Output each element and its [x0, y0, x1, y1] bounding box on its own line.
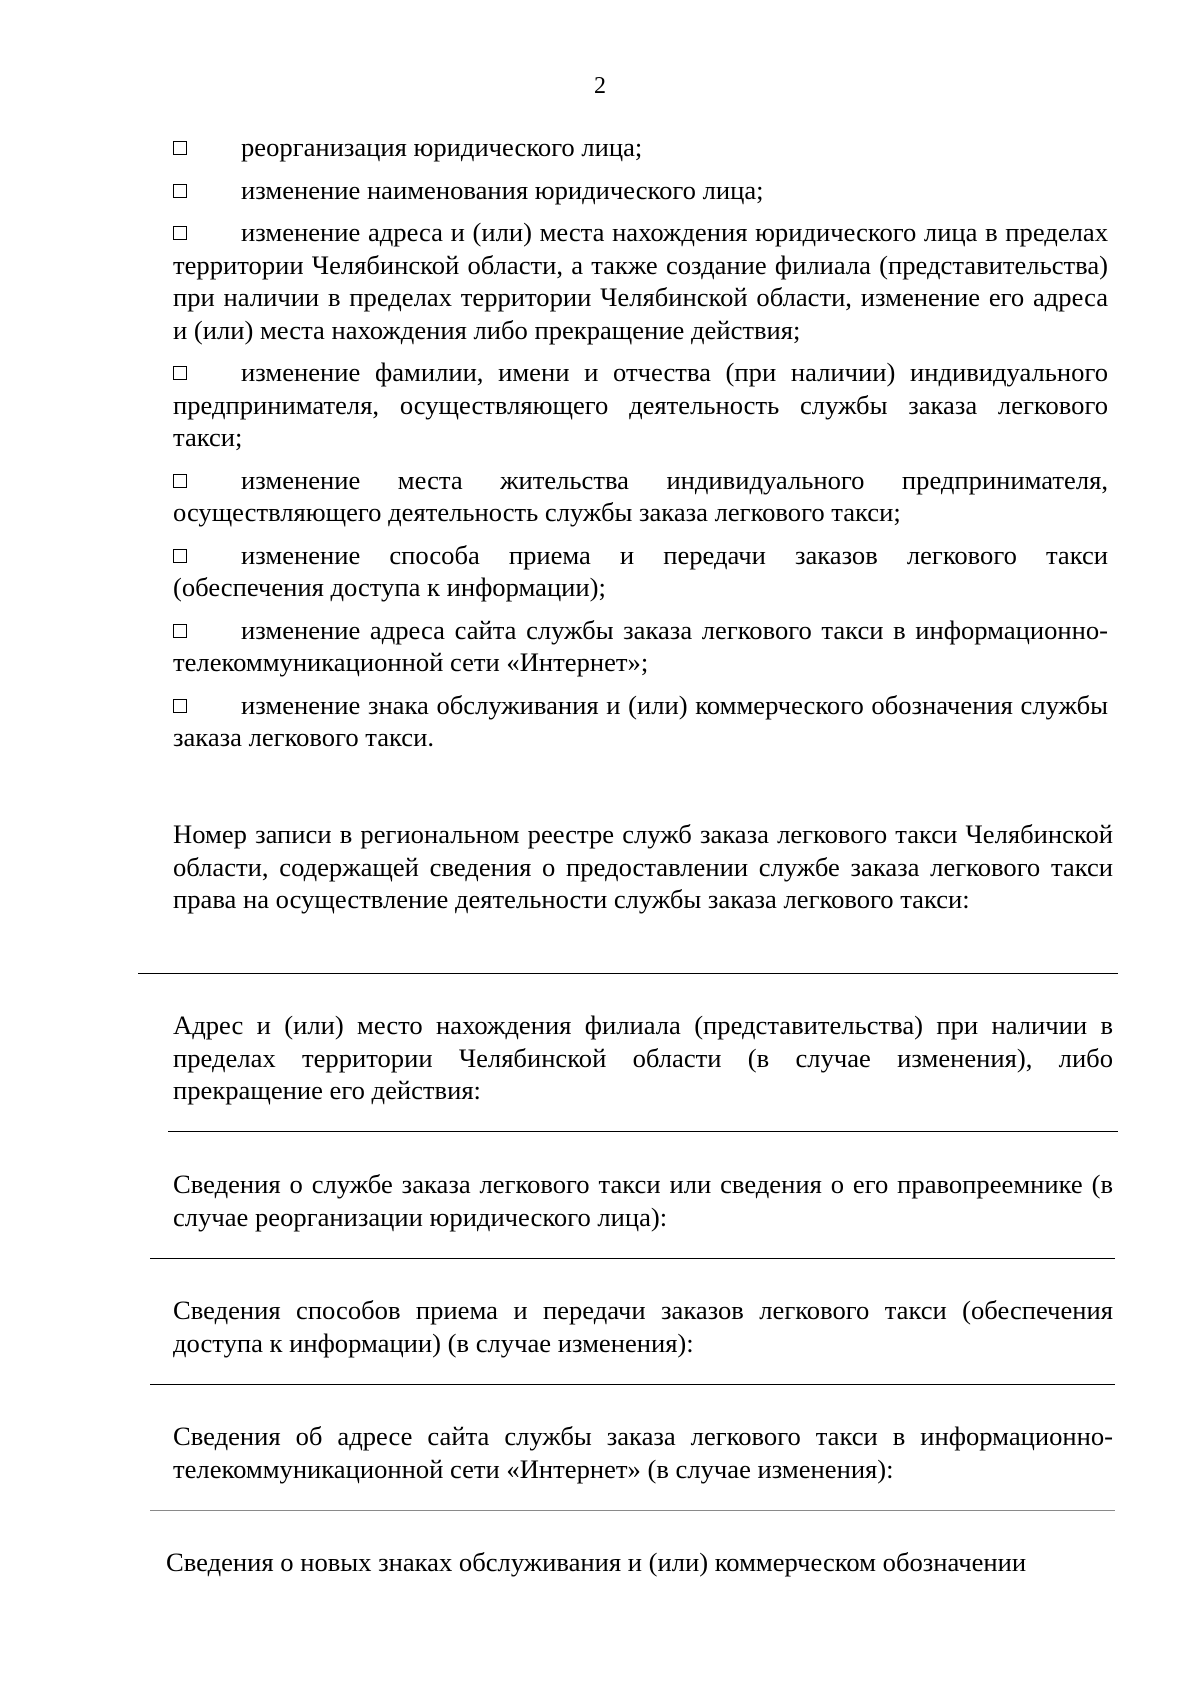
- check-item-label: изменение знака обслуживания и (или) коммерческого обозначения службы заказа легкового такси.: [173, 689, 1108, 752]
- check-item-label: реорганизация юридического лица;: [241, 132, 643, 162]
- check-item-label: изменение фамилии, имени и отчества (при наличии) индивидуального предпринимателя, осуществляющего деятельность службы заказа легкового такси;: [173, 357, 1108, 452]
- check-item-label: изменение наименования юридического лица;: [241, 174, 764, 205]
- page-number: 2: [594, 73, 606, 99]
- check-item-residence-change: [173, 464, 1108, 529]
- check-item-trademark-change: [173, 689, 1108, 754]
- check-item-label: изменение адреса сайта службы заказа легкового такси в информационно-телекоммуникационной сети «Интернет»;: [173, 614, 1108, 677]
- registry-number-input-line[interactable]: [138, 973, 1118, 974]
- check-item-label: изменение способа приема и передачи заказов легкового такси (обеспечения доступа к информации);: [173, 539, 1108, 602]
- checkbox-reorganization[interactable]: [173, 141, 187, 155]
- successor-info-field: [173, 1168, 1113, 1233]
- website-address-input-line[interactable]: [150, 1510, 1115, 1511]
- branch-address-input-line[interactable]: [168, 1131, 1118, 1132]
- check-item-order-method-change: [173, 539, 1108, 604]
- change-type-checklist: [173, 131, 1108, 764]
- checkbox-name-change[interactable]: [173, 184, 187, 198]
- checkbox-website-change[interactable]: [173, 624, 187, 638]
- registry-number-label: Номер записи в региональном реестре служб заказа легкового такси Челябинской области, содержащей сведения о предоставлении службе заказа легкового такси права на осуществление деятельности службы заказа легкового такси:: [173, 819, 1113, 914]
- checkbox-residence-change[interactable]: [173, 474, 187, 488]
- checkbox-trademark-change[interactable]: [173, 699, 187, 713]
- checkbox-address-change[interactable]: [173, 226, 187, 240]
- check-item-website-change: [173, 614, 1108, 679]
- check-item-label: изменение места жительства индивидуального предпринимателя, осуществляющего деятельность службы заказа легкового такси;: [173, 464, 1108, 527]
- order-methods-field: [173, 1294, 1113, 1359]
- order-methods-label: Сведения способов приема и передачи заказов легкового такси (обеспечения доступа к информации) (в случае изменения):: [173, 1295, 1113, 1358]
- checkbox-entrepreneur-name-change[interactable]: [173, 366, 187, 380]
- registry-number-field: [173, 818, 1113, 916]
- new-trademarks-label: Сведения о новых знаках обслуживания и (или) коммерческом обозначении: [166, 1547, 1027, 1577]
- branch-address-field: [173, 1009, 1113, 1107]
- check-item-reorganization: [173, 131, 1108, 164]
- website-address-label: Сведения об адресе сайта службы заказа легкового такси в информационно-телекоммуникационной сети «Интернет» (в случае изменения):: [173, 1421, 1113, 1484]
- check-item-address-change: [173, 216, 1108, 346]
- successor-info-label: Сведения о службе заказа легкового такси или сведения о его правопреемнике (в случае реорганизации юридического лица):: [173, 1169, 1113, 1232]
- branch-address-label: Адрес и (или) место нахождения филиала (представительства) при наличии в пределах территории Челябинской области (в случае изменения), либо прекращение его действия:: [173, 1010, 1113, 1105]
- check-item-entrepreneur-name-change: [173, 356, 1108, 454]
- website-address-field: [173, 1420, 1113, 1485]
- order-methods-input-line[interactable]: [150, 1384, 1115, 1385]
- successor-info-input-line[interactable]: [150, 1258, 1115, 1259]
- check-item-label: изменение адреса и (или) места нахождения юридического лица в пределах территории Челябинской области, а также создание филиала (представительства) при наличии в пределах территории Челябинской области, изменение его адреса и (или) места нахождения либо прекращение действия;: [173, 217, 1108, 345]
- check-item-name-change: [173, 174, 1108, 207]
- checkbox-order-method-change[interactable]: [173, 549, 187, 563]
